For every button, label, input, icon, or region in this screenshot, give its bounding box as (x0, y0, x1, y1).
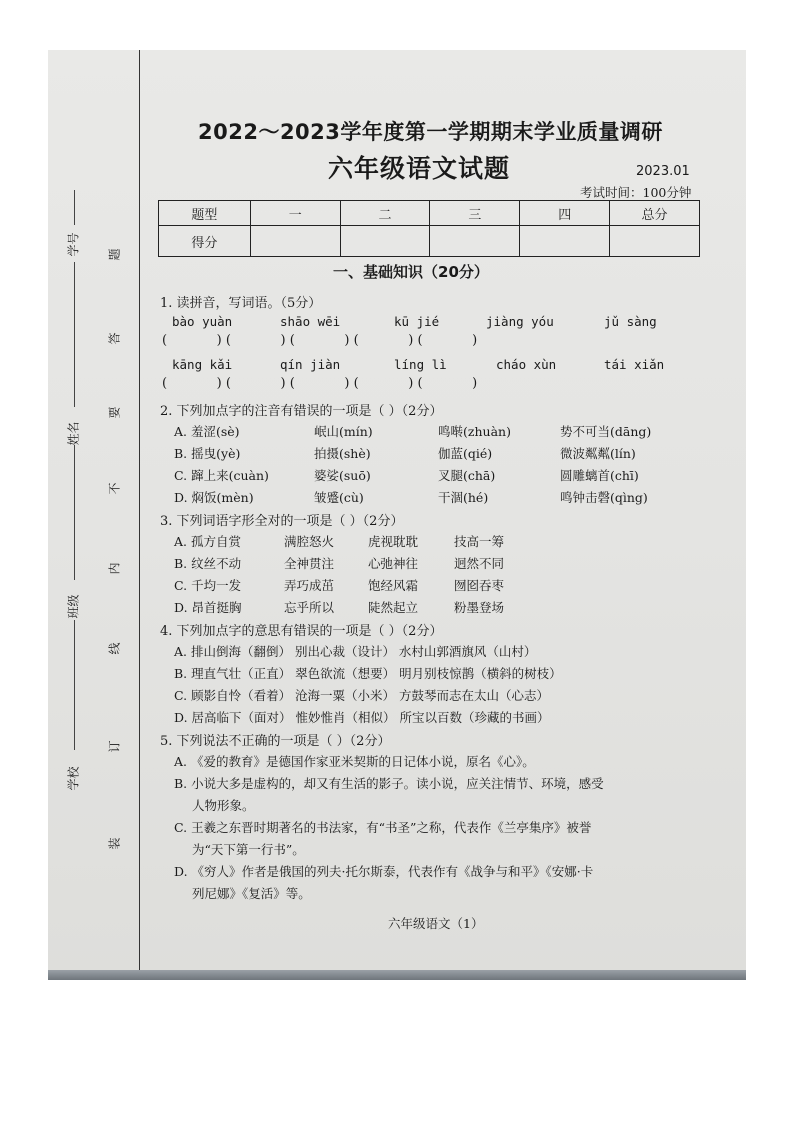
pinyin: líng lì (394, 357, 447, 372)
pinyin: jǔ sàng (604, 314, 657, 329)
option: 岷山(mín) (314, 424, 373, 439)
option: B. 摇曳(yè) (174, 446, 241, 461)
option: 囫囵吞枣 (454, 578, 505, 593)
option: 圆雕螭首(chī) (560, 468, 639, 483)
option: D. 居高临下（面对） 惟妙惟肖（相似） 所宝以百数（珍藏的书画） (174, 710, 550, 725)
school-underline (74, 620, 75, 750)
exam-subtitle: 六年级语文试题 (328, 154, 511, 183)
binding-char: 装 (107, 837, 122, 850)
option: A. 孤方自赏 (174, 534, 241, 549)
option: 皱蹙(cù) (314, 490, 364, 505)
score-cell[interactable] (340, 226, 430, 257)
binding-char: 线 (107, 642, 122, 655)
pinyin: shāo wēi (280, 314, 341, 329)
score-header-cell: 题型 (159, 201, 251, 226)
section-title: 一、基础知识（20分） (333, 263, 489, 281)
option: A. 《爱的教育》是德国作家亚米契斯的日记体小说，原名《心》。 (174, 754, 535, 769)
option: C. 王羲之东晋时期著名的书法家，有“书圣”之称，代表作《兰亭集序》被誉 (174, 820, 592, 835)
score-header-cell: 二 (340, 201, 430, 226)
option: 迥然不同 (454, 556, 505, 571)
name-underline (74, 262, 75, 407)
option: 心弛神往 (368, 556, 419, 571)
option-continued: 人物形象。 (192, 798, 255, 813)
pinyin: qín jiàn (280, 357, 341, 372)
question-5-stem: 5. 下列说法不正确的一项是（ ）（2分） (160, 734, 391, 749)
class-label: 班级 (66, 594, 81, 619)
student-id-underline (74, 190, 75, 225)
score-header-cell: 四 (520, 201, 610, 226)
option: D. 《穷人》作者是俄国的列夫·托尔斯泰，代表作有《战争与和平》《安娜·卡 (174, 864, 594, 879)
score-table (158, 200, 700, 257)
score-header-cell: 总分 (610, 201, 700, 226)
binding-char: 答 (107, 332, 122, 345)
option: A. 羞涩(sè) (174, 424, 240, 439)
score-row-label: 得分 (159, 226, 251, 257)
student-id-label: 学号 (66, 232, 81, 257)
school-label: 学校 (66, 766, 81, 791)
score-cell[interactable] (610, 226, 700, 257)
option: A. 排山倒海（翻倒） 别出心裁（设计） 水村山郭酒旗风（山村） (174, 644, 537, 659)
binding-char: 订 (107, 740, 122, 753)
name-label: 姓名 (66, 421, 81, 446)
answer-blank[interactable]: ( ) ( ) ( ) ( ) ( ) (162, 333, 478, 348)
option: 全神贯注 (284, 556, 335, 571)
option-continued: 为“天下第一行书”。 (192, 842, 305, 857)
scanned-page (48, 50, 746, 980)
score-header-cell: 一 (250, 201, 340, 226)
question-1-stem: 1. 读拼音，写词语。（5分） (160, 296, 322, 311)
answer-blank[interactable]: ( ) ( ) ( ) ( ) ( ) (162, 376, 478, 391)
pinyin: cháo xùn (496, 357, 557, 372)
option: 势不可当(dāng) (560, 424, 652, 439)
binding-text-column (94, 190, 134, 880)
option: 鸣钟击磬(qìng) (560, 490, 648, 505)
option: 虎视耽耽 (368, 534, 419, 549)
page-footer: 六年级语文（1） (388, 916, 484, 931)
binding-char: 要 (107, 406, 122, 419)
option: B. 理直气壮（正直） 翠色欲流（想要） 明月别枝惊鹊（横斜的树枝） (174, 666, 562, 681)
question-2-stem: 2. 下列加点字的注音有错误的一项是（ ）（2分） (160, 404, 443, 419)
option: B. 小说大多是虚构的，却又有生活的影子。读小说，应关注情节、环境，感受 (174, 776, 604, 791)
exam-date: 2023.01 (636, 164, 690, 179)
pinyin: tái xiǎn (604, 357, 665, 372)
question-3-stem: 3. 下列词语字形全对的一项是（ ）（2分） (160, 514, 404, 529)
option: 技高一筹 (454, 534, 505, 549)
option: C. 千均一发 (174, 578, 242, 593)
option: 干涸(hé) (438, 490, 489, 505)
option: C. 蹿上来(cuàn) (174, 468, 269, 483)
option: 饱经风霜 (368, 578, 419, 593)
student-info-column (53, 200, 93, 900)
option: B. 纹丝不动 (174, 556, 242, 571)
score-cell[interactable] (430, 226, 520, 257)
binding-line (139, 50, 140, 970)
exam-time: 考试时间：100分钟 (580, 185, 692, 200)
option: D. 焖饭(mèn) (174, 490, 254, 505)
option: 忘乎所以 (284, 600, 335, 615)
option: 弄巧成茁 (284, 578, 335, 593)
option: C. 顾影自怜（看着） 沧海一粟（小米） 方鼓琴而志在太山（心志） (174, 688, 550, 703)
option: 粉墨登场 (454, 600, 505, 615)
option: 微波粼粼(lín) (560, 446, 636, 461)
option-continued: 列尼娜》《复活》等。 (192, 886, 311, 901)
option: 满腔怒火 (284, 534, 335, 549)
pinyin: jiàng yóu (486, 314, 554, 329)
option: 伽蓝(qié) (438, 446, 493, 461)
pinyin: kū jié (394, 314, 440, 329)
score-header-cell: 三 (430, 201, 520, 226)
score-cell[interactable] (520, 226, 610, 257)
option: 拍摄(shè) (314, 446, 371, 461)
pinyin: kāng kǎi (172, 357, 233, 372)
option: D. 昂首挺胸 (174, 600, 242, 615)
exam-title: 2022～2023学年度第一学期期末学业质量调研 (198, 120, 663, 144)
binding-char: 不 (107, 482, 122, 495)
class-underline (74, 445, 75, 580)
option: 陡然起立 (368, 600, 419, 615)
option: 鸣啭(zhuàn) (438, 424, 511, 439)
pinyin: bào yuàn (172, 314, 233, 329)
binding-char: 内 (107, 562, 122, 575)
option: 叉腿(chā) (438, 468, 496, 483)
option: 婆娑(suō) (314, 468, 371, 483)
photo-edge (48, 970, 746, 980)
score-cell[interactable] (250, 226, 340, 257)
question-4-stem: 4. 下列加点字的意思有错误的一项是（ ）（2分） (160, 624, 443, 639)
binding-char: 题 (107, 248, 122, 261)
